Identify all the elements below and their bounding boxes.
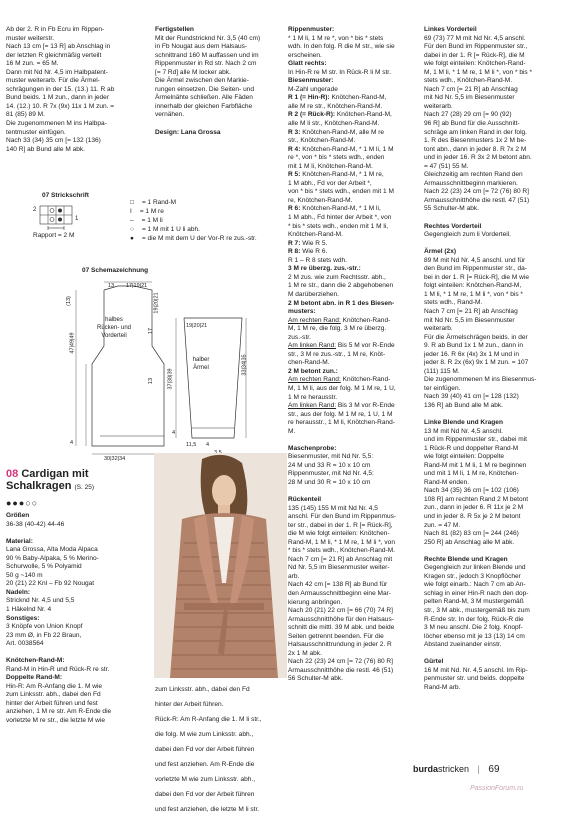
text-line: 3 M neu anschl. Die 2 folg. Knopf-: [424, 624, 523, 632]
text-line: ter str., dabei in der 1. R [= Rück-R],: [288, 521, 393, 529]
text-line: [= 7 Rd] alle M locker abk.: [155, 68, 231, 76]
text-line: R 2 (= Rück-R): Knötchen-Rand-M,: [288, 111, 392, 119]
schema-back-label: halbes Rücken- und Vorderteil: [96, 317, 132, 339]
materials-block: [6, 512, 144, 726]
text-line: 89 M mit Nd Nr. 4,5 anschl. und für: [424, 256, 526, 264]
text-line: zun. = 47 M.: [424, 521, 461, 529]
text-line: R 4: Knötchen-Rand-M, * 1 M li, 1 M: [288, 145, 394, 153]
text-line: Fertigstellen: [155, 26, 194, 33]
text-line: 136 R] ab Bund alle M abk.: [424, 401, 503, 409]
text-line: den Armausschnittbeginn eine Mar-: [288, 590, 391, 597]
column-3: [288, 26, 413, 684]
text-line: 250 R] ab Anschlag alle M abk.: [424, 538, 515, 546]
pattern-title: 08 Cardigan mit Schalkragen (S. 25): [6, 468, 94, 492]
text-line: In Hin-R re M str. In Rück-R li M str.: [288, 68, 391, 76]
text-line: zum Linksstr. abh., dabei den Fd: [6, 691, 101, 699]
text-line: [288, 487, 413, 496]
text-line: Ärmel (2x): [424, 248, 457, 256]
text-line: und in jeder 16. R 3x 2 M betont abn.: [424, 154, 532, 162]
stitch-row-label-2: 2: [33, 207, 37, 213]
pattern-number: 08: [6, 468, 19, 480]
text-line: Nadeln:: [6, 588, 31, 596]
text-line: M darüberziehen.: [288, 290, 339, 298]
schema-dim-shoulder: 17|19|21: [126, 283, 148, 289]
schema-dim-total: 47|49|49: [69, 332, 76, 354]
text-line: 9. R ab Bund 1x 1 M zun., dann in: [424, 342, 523, 350]
text-line: 90 % Baby-Alpaka, 5 % Merino-: [6, 554, 99, 562]
text-line: [424, 411, 562, 420]
legend-item: ● = die M mit dem U der Vor-R re zus.-str.: [130, 235, 257, 242]
text-line: folgt einteilen: Knötchen-Rand-M,: [424, 282, 522, 290]
text-line: Mit der Rundstricknd Nr. 3,5 (40 cm): [155, 34, 261, 42]
column-4: [424, 26, 562, 692]
text-line: tentmuster einfügen.: [6, 128, 66, 136]
schema-dim-19: 19|20|21: [153, 292, 160, 314]
text-line: Biesenmuster, mit Nd Nr. 5,5:: [288, 453, 374, 461]
text-line: muster weiterstr.: [6, 34, 55, 42]
text-line: [6, 649, 144, 658]
text-line: jeder 8. R 2x (6x) 9x 1 M zun. = 107: [424, 359, 529, 367]
text-line: erscheinen.: [288, 51, 322, 59]
text-line: Nach 13 cm [= 13 R] ab Anschlag in: [6, 43, 111, 51]
text-line: mit 1 M li, Knötchen-Rand-M.: [288, 162, 373, 170]
text-line: Lana Grossa, Alta Moda Alpaca: [6, 546, 98, 554]
text-line: muster weiterarb. Für die Ärmel-: [6, 77, 100, 85]
text-line: 1 M abh., Fd hinter der Arbeit *, von: [288, 214, 392, 222]
text-line: Armausschnitthöhe die restl. 46 (51): [288, 666, 394, 674]
schema-sleeve-cuff: 4: [206, 442, 210, 448]
text-line: R 8: Wie R 6.: [288, 248, 328, 256]
text-line: 1 M abh., Fd vor der Arbeit *,: [288, 179, 372, 187]
text-line: Maschenprobe:: [288, 444, 337, 452]
text-line: * bis * stets wdh., enden mit 1 M li,: [288, 222, 389, 230]
text-line: [6, 529, 144, 538]
text-line: Nach 27 (28) 29 cm [= 90 (92): [424, 111, 512, 119]
text-line: Nd Nr. 5,5 im Biesenmuster weiter-: [288, 564, 390, 572]
text-line: M-Zahl ungerade: [288, 85, 338, 93]
page-footer: burdastricken | 69: [413, 764, 500, 775]
text-line: stets wdh., Knötchen-Rand-M.: [424, 77, 513, 85]
text-line: str., aus der folg. M 1 M re, 1 U, 1 M: [288, 410, 393, 418]
text-line: pelten Rand-M, 3 M mustergemäß: [424, 598, 524, 606]
text-line: und fest anziehen. Am R-Ende die: [155, 761, 255, 769]
text-line: schrägungen in der 15. (13.) 11. R ab: [6, 85, 115, 93]
text-line: 55 Schulter-M abk.: [424, 205, 479, 213]
text-line: schnittrand 160 M auffassen und im: [155, 51, 259, 59]
text-line: 56 Schulter-M abk.: [288, 675, 343, 683]
text-line: R 6: Knötchen-Rand-M, * 1 M li,: [288, 205, 381, 213]
text-line: = 47 (51) 55 M.: [424, 162, 469, 170]
text-line: Gleichzeitig am rechten Rand den: [424, 171, 523, 179]
text-line: die folg. M wie zum Linksstr. abh.,: [155, 730, 254, 738]
text-line: Nach 22 (23) 24 cm [= 72 (76) 80 R]: [288, 658, 393, 666]
text-line: Nach 20 (21) 22 cm [= 66 (70) 74 R]: [288, 607, 393, 615]
schema-sleeve-label: halber Ärmel: [192, 357, 210, 371]
text-line: * 1 M li, 1 M re *, von * bis * stets: [288, 34, 384, 42]
text-line: M, 1 M li, * 1 M re, 1 M li *, von * bis *: [424, 68, 533, 76]
text-line: M.: [288, 427, 296, 435]
text-line: Sonstiges:: [6, 614, 40, 622]
text-line: Am rechten Rand: Knötchen-Rand-: [288, 316, 391, 324]
text-line: 1 Häkelnd Nr. 4: [6, 605, 52, 613]
text-line: R 1 (= Hin-R): Knötchen-Rand-M,: [288, 94, 387, 102]
text-line: M, 1 M li, aus der folg. M 1 M re, 1 U,: [288, 384, 396, 392]
text-line: Rechtes Vorderteil: [424, 222, 482, 230]
text-line: penmuster str. und beids. doppelte: [424, 675, 525, 683]
text-line: Die Ärmel zwischen den Markie-: [155, 77, 249, 85]
text-line: 1 Rück-R und doppelter Rand-M: [424, 444, 519, 452]
brand-name: burda: [413, 764, 439, 774]
legend-item: □ = 1 Rand-M: [130, 199, 177, 206]
schema-dim-4: 4: [70, 440, 74, 446]
text-line: vorletzte M wie zum Linksstr. abh.,: [155, 776, 256, 784]
text-line: Nach 7 cm [= 21 R] ab Anschlag mit: [288, 555, 393, 563]
page-number: 69: [488, 764, 500, 775]
text-line: 16 M zun. = 65 M.: [6, 60, 59, 68]
text-line: R-Ende str. In der folg. Rück-R die: [424, 615, 524, 623]
text-line: Bund beids. 1 M zun., dann in jeder: [6, 94, 109, 102]
text-line: Für den Bund im Rippenmuster str.,: [424, 43, 528, 51]
text-line: [424, 650, 562, 659]
text-line: und im Rippenmuster str., dabei mit: [424, 436, 527, 444]
stitch-repeat-label: Rapport = 2 M: [33, 232, 75, 239]
text-line: stets wdh., Rand-M.: [424, 299, 483, 307]
text-line: [424, 240, 562, 249]
text-line: kierung anbringen.: [288, 598, 343, 606]
text-line: Nach 34 (35) 36 cm [= 102 (106): [424, 487, 519, 495]
text-line: 2 M betont abn. in R 1 des Biesen-: [288, 299, 395, 307]
text-line: Abstand zueinander einstr.: [424, 641, 502, 649]
text-line: Rand-M mit 1 M li, 1 M re beginnen: [424, 461, 527, 469]
text-line: 2x 1 M abk.: [288, 649, 322, 657]
text-line: dabei in der 1. R [= Rück-R], die M: [424, 51, 525, 59]
text-line: schnitt die mittl. 39 M abk. und beide: [288, 624, 395, 632]
text-line: re *, von * bis * stets wdh., enden: [288, 154, 385, 162]
text-line: Nach 81 (82) 83 cm [= 244 (246): [424, 530, 519, 538]
text-line: Rippenmuster:: [288, 26, 335, 33]
cardigan-model-image: [154, 453, 287, 678]
text-line: musters:: [288, 308, 316, 316]
text-line: Linke Blende und Kragen: [424, 419, 503, 427]
text-line: Seiten getrennt beenden. Für die: [288, 632, 384, 640]
text-line: den Bund im Rippenmuster str., da-: [424, 265, 527, 273]
text-line: und in jeder 8. R 5x je 2 M betont: [424, 513, 521, 521]
text-line: Rand-M in Hin-R und Rück-R re str.: [6, 665, 110, 673]
schema-sleeve-top: 19|20|21: [186, 323, 208, 329]
text-line: ter einfügen.: [424, 384, 461, 392]
text-line: Armausschnittbeginn markieren.: [424, 179, 518, 187]
text-line: 1. R des Biesenmusters 1x 2 M be-: [424, 137, 527, 145]
text-line: arb.: [288, 572, 300, 580]
text-line: 16 M mit Nd. Nr. 4,5 anschl. Im Rip-: [424, 666, 528, 674]
text-line: schräge am linken Rand in der folg.: [424, 128, 527, 136]
text-line: mit Nd Nr. 5,5 im Biesenmuster: [424, 316, 515, 324]
text-line: in Fb Nougat aus dem Halsaus-: [155, 43, 248, 51]
text-line: die M wie folgt einteilen: Knötchen-: [288, 530, 390, 538]
text-line: Die zugenommenen M ins Halbpa-: [6, 120, 107, 128]
text-line: 20 (21) 22 Knl – Fb 92 Nougat: [6, 580, 95, 588]
text-line: Rippenmuster in Rd str. Nach 2 cm: [155, 60, 257, 68]
text-line: hinter der Arbeit führen.: [155, 700, 224, 708]
text-line: Knötchen-Rand-M.: [288, 231, 343, 239]
text-line: 36-38 (40-42) 44-46: [6, 520, 65, 528]
text-line: 13 M mit Nd Nr. 4,5 anschl.: [424, 427, 503, 435]
text-line: weiterarb.: [424, 325, 453, 333]
text-line: jeder 16. R 6x (4x) 3x 1 M und in: [424, 350, 519, 358]
text-line: Am linken Rand: Bis 5 M vor R-Ende: [288, 342, 395, 350]
text-line: Gürtel: [424, 658, 444, 666]
text-line: * bis * stets wdh., Knötchen-Rand-M.: [288, 547, 395, 555]
text-line: dabei den Fd vor der Arbeit führen: [155, 791, 255, 799]
text-line: 2 M betont zun.:: [288, 367, 338, 375]
text-line: [288, 436, 413, 445]
text-line: bei in der 1. R [= Rück-R], die M wie: [424, 273, 529, 281]
text-line: 50 g ~140 m: [6, 571, 43, 579]
text-line: löcher ebenso mit je 13 (13) 14 cm: [424, 632, 525, 640]
text-line: Rand-M arb.: [424, 683, 461, 691]
text-line: Nach 7 cm [= 21 R] ab Anschlag: [424, 85, 518, 93]
column-2: [155, 26, 287, 137]
text-line: Hin-R: Am R-Anfang die 1. M wie: [6, 682, 103, 690]
text-line: M, 1 M re, die folg. 3 M re überzg.: [288, 325, 387, 333]
text-line: 1 M li, * 1 M re, 1 M li *, von * bis *: [424, 290, 523, 298]
legend-item: I = 1 M re: [130, 208, 164, 215]
text-line: wie folgt einteilen: Doppelte: [424, 453, 505, 461]
text-line: Knötchen-Rand-M:: [6, 657, 65, 665]
text-line: rungen einsetzen. Die Seiten- und: [155, 85, 254, 93]
text-line: schlag in einer Hin-R nach den dop-: [424, 589, 529, 597]
text-line: Stricknd Nr. 4,5 und 5,5: [6, 597, 75, 605]
difficulty-rating: ●●●○○: [6, 498, 39, 508]
text-line: Ärmelnähte schließen. Alle Fäden: [155, 94, 253, 102]
text-line: anziehen, 1 M re str. Am R-Ende die: [6, 708, 112, 716]
text-line: str., Knötchen-Rand-M.: [288, 137, 356, 145]
text-line: Nach 42 cm [= 138 R] ab Bund für: [288, 581, 388, 589]
text-line: (111) 115 M.: [424, 367, 460, 375]
text-line: Rippenmuster, mit Nd Nr. 4,5:: [288, 470, 374, 478]
text-line: Ab der 2. R in Fb Ecru im Rippen-: [6, 26, 105, 33]
text-line: 14. (12.) 10. R 7x (9x) 11x 1 M zun. =: [6, 102, 115, 110]
text-line: zun., dann in jeder 6. R 11x je 2 M: [424, 504, 524, 512]
text-line: 140 R] ab Bund alle M abk.: [6, 145, 85, 153]
product-photo: [154, 453, 287, 678]
stitch-row-label-1: 1: [75, 216, 79, 222]
legend-item: ○ = 1 M mit 1 U li abh.: [130, 226, 200, 233]
schema-sleeve-len: 37|38|39: [167, 368, 174, 390]
text-line: Biesenmuster:: [288, 77, 334, 85]
text-line: mit Nd Nr. 5,5 im Biesenmuster: [424, 94, 515, 102]
text-line: re, Knötchen-Rand-M.: [288, 196, 353, 204]
text-line: re herausstr., 1 M li, Knötchen-Rand-: [288, 419, 395, 427]
watermark: PassionForum.ru: [470, 785, 524, 792]
text-line: Für die Ärmelschrägen beids. in der: [424, 333, 528, 341]
text-line: 69 (73) 77 M mit Nd Nr. 4,5 anschl.: [424, 34, 526, 42]
text-line: Art. 0038564: [6, 640, 44, 648]
text-line: Nach 39 (40) 41 cm [= 128 (132): [424, 393, 519, 401]
schema-sleeve-4: 4: [172, 430, 176, 436]
text-line: Gegengleich zum li Vorderteil.: [424, 231, 511, 239]
schema-dim-13: 13: [108, 283, 115, 289]
schema-sleeve-len2: 33|34|35: [241, 354, 248, 376]
text-line: alle M li str., Knötchen-Rand-M.: [288, 120, 380, 128]
text-line: 1 M re herausstr.: [288, 393, 338, 401]
text-line: 3 M re überzg. zus.-str.:: [288, 265, 361, 273]
text-line: [155, 120, 287, 129]
text-line: R 3: Knötchen-Rand-M, alle M re: [288, 128, 385, 136]
text-line: vernähen.: [155, 111, 185, 119]
text-line: alle M re str., Knötchen-Rand-M.: [288, 102, 383, 110]
column-1: [6, 26, 144, 154]
text-line: weiterarb.: [424, 102, 453, 110]
stitch-legend: [130, 198, 257, 243]
schema-dim-side-13: (13): [65, 296, 72, 306]
text-line: Armausschnitthöhe die restl. 47 (51): [424, 196, 530, 204]
text-line: R 1 – R 8 stets wdh.: [288, 256, 347, 264]
text-line: tont abn., dann in jeder 8. R 7x 2 M: [424, 145, 527, 153]
stitch-chart-title: 07 Strickschrift: [42, 192, 89, 199]
text-line: str., 3 M re zus.-str., 1 M re, Knöt-: [288, 350, 386, 358]
col1-top-text: [6, 26, 144, 154]
text-line: Dann mit Nd Nr. 4,5 im Halbpatent-: [6, 68, 108, 76]
text-line: Rand-M, 1 M li, * 1 M re, 1 M li *, von: [288, 538, 395, 546]
text-line: Nach 33 (34) 35 cm [= 132 (136): [6, 137, 101, 145]
text-line: hinter der Arbeit führen und fest: [6, 699, 98, 707]
text-line: chen-Rand-M.: [288, 359, 330, 367]
text-line: wdh. In den folg. R die M str., wie sie: [288, 43, 395, 51]
text-line: Rand-M enden.: [424, 478, 470, 486]
legend-item: – = 1 M li: [130, 217, 163, 224]
text-line: Halsausschnittrundung in jeder 2. R: [288, 641, 392, 649]
schema-sleeve-bottom: 11,5: [186, 442, 197, 448]
text-line: 81 (85) 89 M.: [6, 111, 45, 119]
text-line: Rück-R: Am R-Anfang die 1. M li str.,: [155, 715, 262, 723]
text-line: [424, 214, 562, 223]
schema-dim-13b: 13: [148, 377, 155, 385]
text-line: und mit 1 M li, 1 M re, Knötchen-: [424, 470, 519, 478]
schema-dim-width: 30|32|34: [104, 456, 126, 462]
text-line: von * bis * stets wdh., enden mit 1 M: [288, 188, 394, 196]
text-line: 96 R] ab Bund für die Ausschnitt-: [424, 120, 520, 128]
text-line: 24 M und 33 R = 10 x 10 cm: [288, 461, 371, 469]
text-line: Kragen str., jedoch 3 Knopflöcher: [424, 572, 521, 580]
text-line: [424, 547, 562, 556]
text-line: wie folgt einarb.: Nach 7 cm ab An-: [424, 581, 526, 589]
text-line: 3 Knöpfe von Union Knopf: [6, 623, 83, 631]
schema-title: 07 Schemazeichnung: [82, 267, 149, 274]
text-line: Linkes Vorderteil: [424, 26, 477, 33]
text-line: der letzten R gleichmäßig verteilt: [6, 51, 102, 59]
text-line: Armausschnitthöhe für den Halsaus-: [288, 615, 394, 623]
text-line: 2 M zus. wie zum Rechtsstr. abh.,: [288, 273, 386, 281]
text-line: wie folgt einteilen: Knötchen-Rand-: [424, 60, 526, 68]
text-line: Gegengleich zur linken Blende und: [424, 564, 526, 572]
text-line: Die zugenommenen M ins Biesenmus-: [424, 376, 537, 384]
text-line: Rechte Blende und Kragen: [424, 555, 508, 563]
text-line: vorletzte M re str., die letzte M wie: [6, 717, 105, 725]
text-line: Design: Lana Grossa: [155, 128, 221, 136]
text-line: Nach 7 cm [= 21 R] ab Anschlag: [424, 307, 518, 315]
text-line: 108 R] am rechten Rand 2 M betont: [424, 495, 529, 503]
text-line: R 5: Knötchen-Rand-M, * 1 M re,: [288, 171, 384, 179]
text-line: zus.-str.: [288, 333, 311, 341]
schema-dim-17: 17: [148, 327, 155, 335]
text-line: und fest anziehen, die letzte M li str.: [155, 806, 260, 814]
text-line: Glatt rechts:: [288, 60, 327, 68]
text-line: str., 3 M abk., mustergemäß bis zum: [424, 607, 530, 614]
text-line: 23 mm Ø, in Fb 22 Braun,: [6, 631, 82, 639]
text-line: 1 M re str., dann die 2 abgehobenen: [288, 282, 394, 290]
text-line: Doppelte Rand-M:: [6, 674, 63, 682]
text-line: 135 (145) 155 M mit Nd Nr. 4,5: [288, 504, 378, 512]
text-line: R 7: Wie R 5.: [288, 239, 328, 247]
text-line: Material:: [6, 537, 33, 545]
text-line: Nach 22 (23) 24 cm [= 72 (76) 80 R]: [424, 188, 529, 196]
text-line: 28 M und 30 R = 10 x 10 cm: [288, 478, 371, 486]
text-line: dabei den Fd vor der Arbeit führen: [155, 745, 255, 753]
text-line: Rückenteil: [288, 495, 322, 503]
text-line: Am rechten Rand: Knötchen-Rand-: [288, 376, 391, 384]
text-line: innerhalb der gleichen Farbfläche: [155, 102, 253, 110]
text-line: Größen: [6, 512, 30, 519]
text-line: zum Linksstr. abh., dabei den Fd: [155, 685, 250, 693]
text-line: Am linken Rand: Bis 3 M vor R-Ende: [288, 402, 395, 410]
text-line: Schurwolle, 5 % Polyamid: [6, 563, 82, 571]
text-line: anschl. Für den Bund im Rippenmus-: [288, 513, 397, 521]
